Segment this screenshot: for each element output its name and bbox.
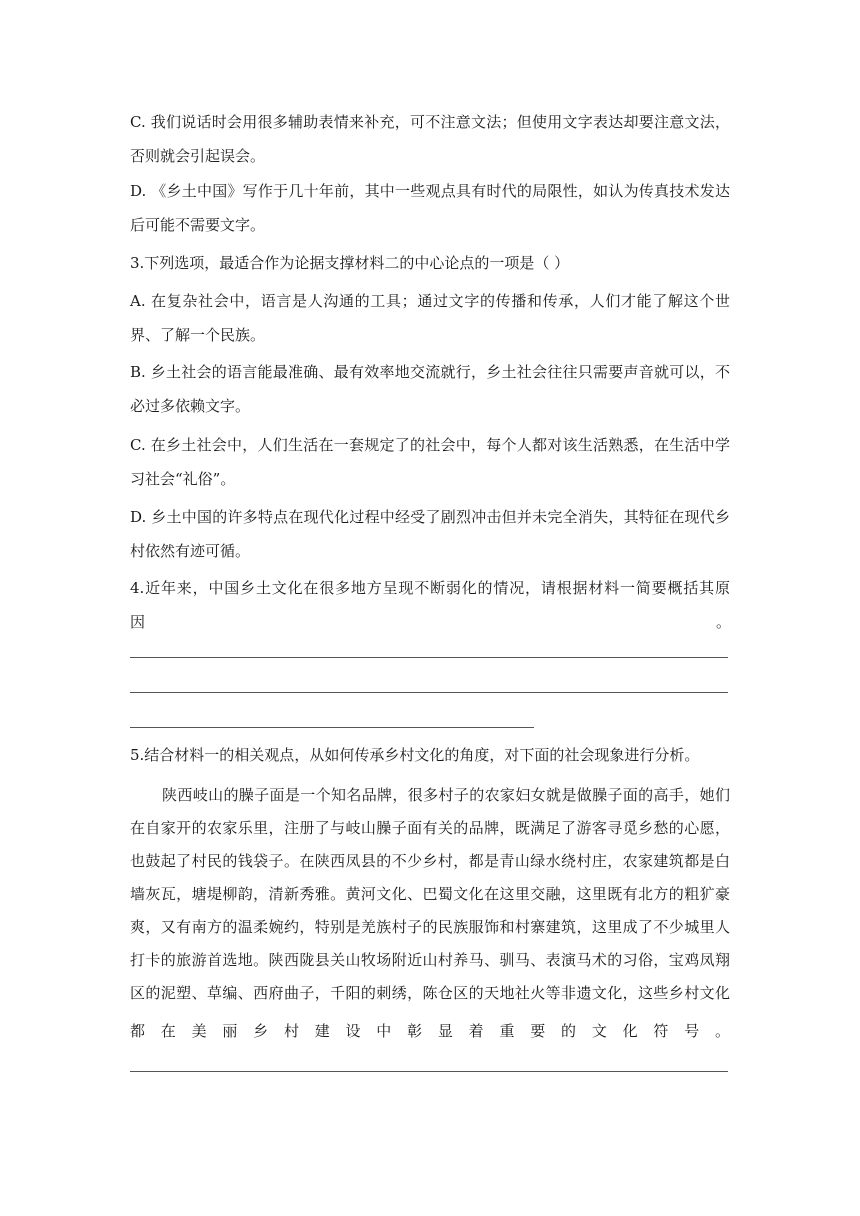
q5-passage-line: 陕西岐山的臊子面是一个知名品牌，很多村子的农家妇女就是做臊子面的高手，她们 (162, 786, 730, 804)
q5-passage-line: 爽，又有南方的温柔婉约，特别是羌族村子的民族服饰和村寨建筑，这里成了不少城里人 (130, 918, 730, 936)
question-4-stem-line1: 4.近年来，中国乡土文化在很多地方呈现不断弱化的情况，请根据材料一简要概括其原 (130, 579, 730, 597)
q4-answer-line-1[interactable] (130, 657, 728, 658)
q5-passage-line: 都在美丽乡村建设中彰显着重要的文化符号。 (130, 1022, 730, 1040)
q5-passage-line: 也鼓起了村民的钱袋子。在陕西凤县的不少乡村，都是青山绿水绕村庄，农家建筑都是白 (130, 852, 730, 870)
q2-option-d-line2: 后可能不需要文字。 (130, 216, 266, 234)
q3-option-c-line2: 习社会“礼俗”。 (130, 470, 236, 488)
q4-answer-line-2[interactable] (130, 692, 728, 693)
q2-option-c-line1: C. 我们说话时会用很多辅助表情来补充，可不注意文法；但使用文字表达却要注意文法， (130, 113, 730, 131)
q3-option-b-line1: B. 乡土社会的语言能最准确、最有效率地交流就行，乡土社会往往只需要声音就可以，不 (130, 363, 730, 381)
q4-answer-line-3[interactable] (130, 727, 534, 728)
question-4-stem-end: 。 (716, 613, 732, 631)
q5-passage-line: 墙灰瓦，塘堤柳韵，清新秀雅。黄河文化、巴蜀文化在这里交融，这里既有北方的粗犷豪 (130, 885, 730, 903)
question-4-stem-start: 因 (130, 613, 146, 631)
q5-answer-line[interactable] (130, 1071, 728, 1072)
q5-passage-line: 打卡的旅游首选地。陕西陇县关山牧场附近山村养马、驯马、表演马术的习俗，宝鸡凤翔 (130, 951, 730, 969)
q2-option-c-line2: 否则就会引起误会。 (130, 147, 266, 165)
question-4-stem-line2 (130, 611, 730, 633)
q3-option-a-line1: A. 在复杂社会中，语言是人沟通的工具；通过文字的传播和传承，人们才能了解这个世 (130, 292, 730, 310)
q3-option-c-line1: C. 在乡土社会中，人们生活在一套规定了的社会中，每个人都对该生活熟悉，在生活中学 (130, 436, 730, 454)
q5-passage-line: 区的泥塑、草编、西府曲子，千阳的刺绣，陈仓区的天地社火等非遗文化，这些乡村文化 (130, 984, 730, 1002)
q3-option-d-line1: D. 乡土中国的许多特点在现代化过程中经受了剧烈冲击但并未完全消失，其特征在现代乡 (130, 508, 730, 526)
q5-passage-line: 在自家开的农家乐里，注册了与岐山臊子面有关的品牌，既满足了游客寻觅乡愁的心愿， (130, 819, 730, 837)
q3-option-d-line2: 村依然有迹可循。 (130, 542, 251, 560)
q2-option-d-line1: D. 《乡土中国》写作于几十年前，其中一些观点具有时代的局限性，如认为传真技术发达 (130, 182, 730, 200)
question-5-stem: 5.结合材料一的相关观点，从如何传承乡村文化的角度，对下面的社会现象进行分析。 (130, 746, 700, 764)
q3-option-a-line2: 界、了解一个民族。 (130, 326, 266, 344)
q3-option-b-line2: 必过多依赖文字。 (130, 397, 251, 415)
question-3-stem: 3.下列选项，最适合作为论据支撑材料二的中心论点的一项是（ ） (130, 254, 570, 272)
